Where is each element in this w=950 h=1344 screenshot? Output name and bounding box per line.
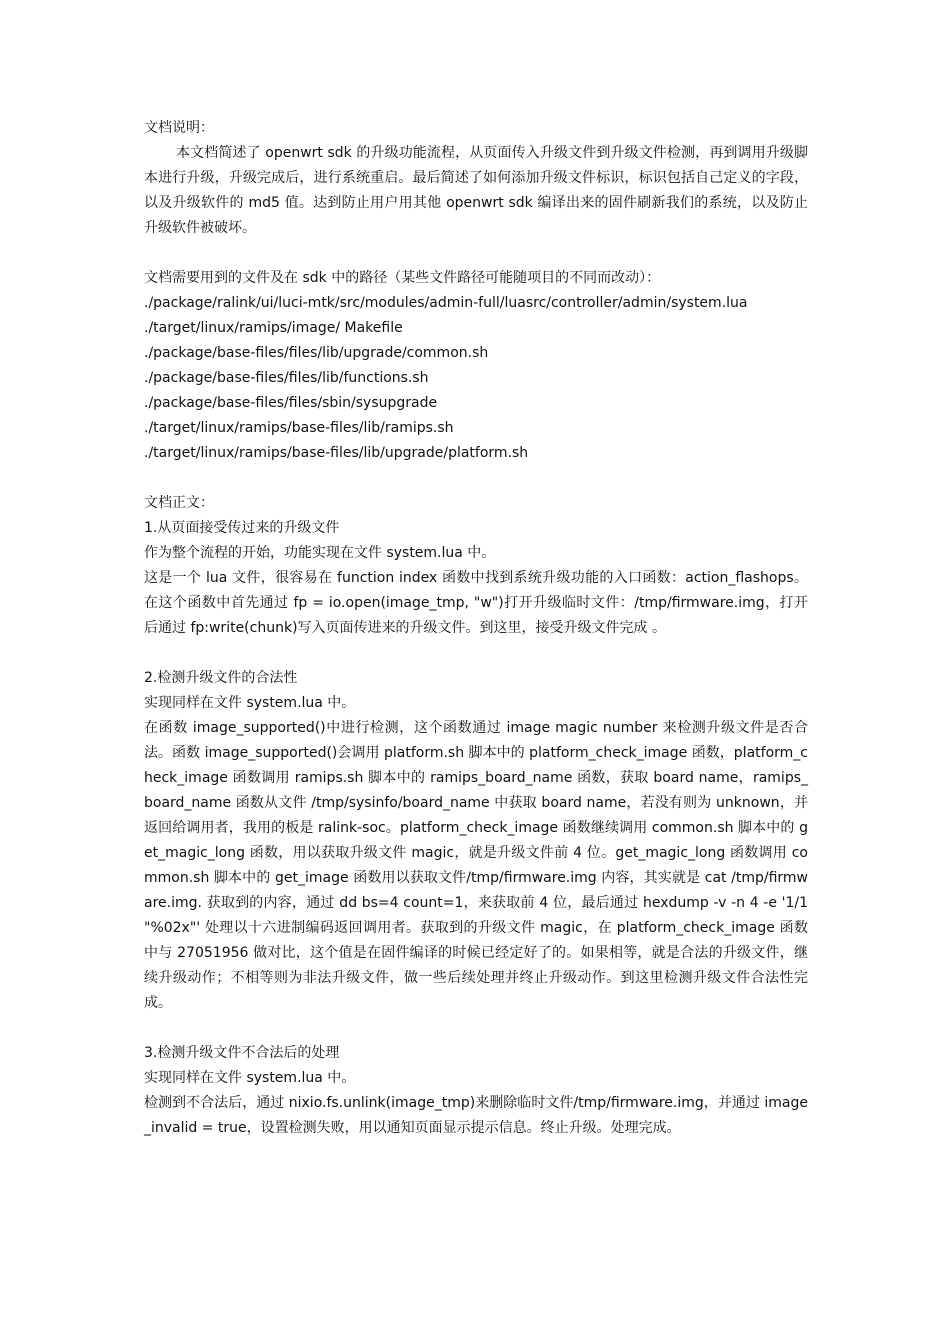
section-paragraph: 在函数 image_supported()中进行检测，这个函数通过 image magic number 来检测升级文件是否合法。函数 image_supported()会调用 platform.sh 脚本中的 platform_check_image 函数，platform_check_image 函数调用 ramips.sh 脚本中的 ramips_board_name 函数，获取 board name，ramips_board_name 函数从文件 /tmp/sysinfo/board_name 中获取 board name，若没有则为 unknown，并返回给调用者，我用的板是 ralink-soc。platform_check_image 函数继续调用 common.sh 脚本中的 get_magic_long 函数，用以获取升级文件 magic，就是升级文件前 4 位。get_magic_long 函数调用 common.sh 脚本中的 get_image 函数用以获取文件/tmp/firmware.img 内容，其实就是 cat /tmp/firmware.img. 获取到的内容，通过 dd bs=4 count=1，来获取前 4 位，最后通过 hexdump -v -n 4 -e '1/1 "%02x"' 处理以十六进制编码返回调用者。获取到的升级文件 magic，在 platform_check_image 函数中与 27051956 做对比，这个值是在固件编译的时候已经定好了的。如果相等，就是合法的升级文件，继续升级动作；不相等则为非法升级文件，做一些后续处理并终止升级动作。到这里检测升级文件合法性完成。	[144, 720, 808, 1011]
document-page	[144, 116, 808, 1141]
section-line: 作为整个流程的开始，功能实现在文件 system.lua 中。	[144, 545, 496, 561]
intro-heading: 文档说明：	[144, 120, 214, 136]
spacer	[144, 1016, 808, 1041]
section-title: 3.检测升级文件不合法后的处理	[144, 1045, 340, 1061]
file-path: ./package/base-files/files/lib/upgrade/common.sh	[144, 345, 489, 361]
intro-paragraph: 本文档简述了 openwrt sdk 的升级功能流程，从页面传入升级文件到升级文件检测，再到调用升级脚本进行升级，升级完成后，进行系统重启。最后简述了如何添加升级文件标识，标识包括自己定义的字段，以及升级软件的 md5 值。达到防止用户用其他 openwrt sdk 编译出来的固件刷新我们的系统，以及防止升级软件被破坏。	[144, 145, 808, 236]
body-section	[144, 491, 808, 1141]
file-path: ./target/linux/ramips/base-files/lib/upgrade/platform.sh	[144, 445, 529, 461]
spacer	[144, 641, 808, 666]
intro-section	[144, 116, 808, 241]
section-2	[144, 666, 808, 1016]
section-paragraph: 这是一个 lua 文件，很容易在 function index 函数中找到系统升级功能的入口函数：action_flashops。在这个函数中首先通过 fp = io.open(image_tmp, "w")打开升级临时文件：/tmp/firmware.img，打开后通过 fp:write(chunk)写入页面传进来的升级文件。到这里，接受升级文件完成 。	[144, 570, 808, 636]
file-path: ./target/linux/ramips/image/ Makefile	[144, 320, 403, 336]
file-path: ./target/linux/ramips/base-files/lib/ramips.sh	[144, 420, 454, 436]
files-section	[144, 266, 808, 466]
files-heading: 文档需要用到的文件及在 sdk 中的路径（某些文件路径可能随项目的不同而改动）：	[144, 270, 661, 286]
section-line: 实现同样在文件 system.lua 中。	[144, 695, 356, 711]
section-title: 1.从页面接受传过来的升级文件	[144, 520, 340, 536]
section-line: 实现同样在文件 system.lua 中。	[144, 1070, 356, 1086]
section-paragraph: 检测到不合法后，通过 nixio.fs.unlink(image_tmp)来删除临时文件/tmp/firmware.img，并通过 image_invalid = true，设置检测失败，用以通知页面显示提示信息。终止升级。处理完成。	[144, 1095, 808, 1136]
file-path: ./package/base-files/files/lib/functions.sh	[144, 370, 429, 386]
body-heading: 文档正文：	[144, 495, 214, 511]
section-3	[144, 1041, 808, 1141]
spacer	[144, 241, 808, 266]
file-path: ./package/base-files/files/sbin/sysupgrade	[144, 395, 438, 411]
file-path: ./package/ralink/ui/luci-mtk/src/modules/admin-full/luasrc/controller/admin/system.lua	[144, 295, 748, 311]
section-title: 2.检测升级文件的合法性	[144, 670, 298, 686]
section-1	[144, 516, 808, 641]
spacer	[144, 466, 808, 491]
